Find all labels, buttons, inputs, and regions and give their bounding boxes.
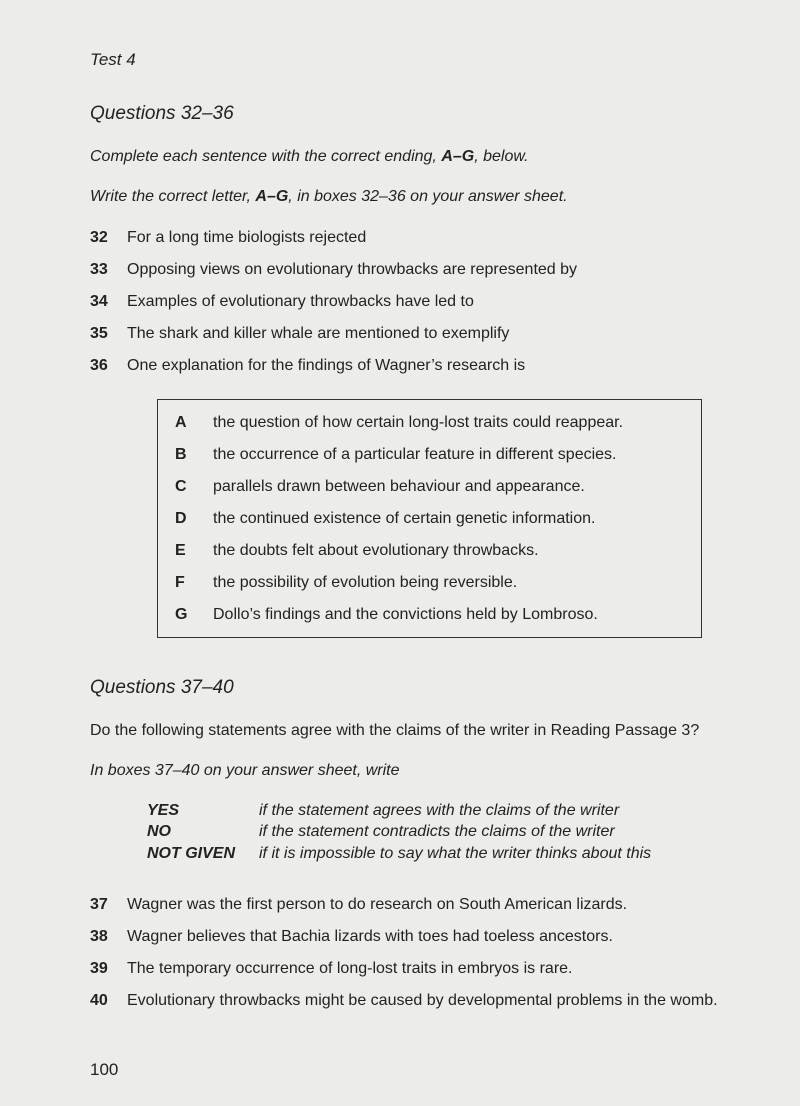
section-title-37-40: Questions 37–40 (90, 677, 234, 698)
option-letter: E (175, 542, 186, 559)
question-number: 38 (90, 928, 108, 945)
question-number: 35 (90, 325, 108, 342)
legend-desc: if it is impossible to say what the writer thinks about this (259, 845, 652, 862)
question-text: Examples of evolutionary throwbacks have led to (127, 293, 474, 310)
question-32 (90, 229, 366, 247)
question-number: 33 (90, 261, 108, 278)
option-text: the continued existence of certain genetic information. (213, 510, 596, 527)
option-letter: A (175, 414, 187, 431)
question-text: Wagner believes that Bachia lizards with toes had toeless ancestors. (127, 928, 613, 945)
legend-yes (147, 802, 619, 820)
question-text: For a long time biologists rejected (127, 229, 367, 246)
legend-not-given (147, 845, 651, 863)
instruction-write: Write the correct letter, A–G, in boxes 32–36 on your answer sheet. (90, 188, 568, 205)
legend-key: NOT GIVEN (147, 845, 236, 862)
option-text: the possibility of evolution being reversible. (213, 574, 518, 591)
option-letter: D (175, 510, 187, 527)
instruction-agree: Do the following statements agree with the claims of the writer in Reading Passage 3? (90, 722, 700, 739)
option-b (175, 446, 616, 464)
option-letter: C (175, 478, 187, 495)
option-g (175, 606, 598, 624)
option-f (175, 574, 517, 592)
question-text: The shark and killer whale are mentioned to exemplify (127, 325, 510, 342)
question-37 (90, 896, 627, 914)
option-letter: B (175, 446, 187, 463)
question-36 (90, 357, 525, 375)
option-letter: F (175, 574, 185, 591)
question-number: 36 (90, 357, 108, 374)
legend-desc: if the statement contradicts the claims of the writer (259, 823, 615, 840)
question-number: 32 (90, 229, 108, 246)
page-number: 100 (90, 1060, 119, 1079)
options-box (157, 399, 702, 638)
question-text: The temporary occurrence of long-lost traits in embryos is rare. (127, 960, 573, 977)
legend-key: NO (147, 823, 171, 840)
option-a (175, 414, 623, 432)
question-38 (90, 928, 613, 946)
legend-key: YES (147, 802, 180, 819)
question-40 (90, 992, 718, 1010)
question-number: 34 (90, 293, 108, 310)
option-letter: G (175, 606, 188, 623)
option-text: the occurrence of a particular feature in different species. (213, 446, 617, 463)
question-number: 40 (90, 992, 108, 1009)
question-text: Wagner was the first person to do research on South American lizards. (127, 896, 628, 913)
question-text: One explanation for the findings of Wagner’s research is (127, 357, 526, 374)
option-text: the question of how certain long-lost traits could reappear. (213, 414, 624, 431)
option-d (175, 510, 595, 528)
page-header: Test 4 (90, 50, 136, 69)
question-39 (90, 960, 573, 978)
question-text: Opposing views on evolutionary throwbacks are represented by (127, 261, 578, 278)
question-34 (90, 293, 474, 311)
option-e (175, 542, 539, 560)
question-text: Evolutionary throwbacks might be caused by developmental problems in the womb. (127, 992, 718, 1009)
question-number: 37 (90, 896, 108, 913)
instruction-complete: Complete each sentence with the correct ending, A–G, below. (90, 148, 529, 165)
question-35 (90, 325, 509, 343)
instruction-boxes: In boxes 37–40 on your answer sheet, write (90, 762, 400, 779)
option-text: the doubts felt about evolutionary throwbacks. (213, 542, 539, 559)
legend-desc: if the statement agrees with the claims of the writer (259, 802, 620, 819)
section-title-32-36: Questions 32–36 (90, 103, 234, 124)
question-number: 39 (90, 960, 108, 977)
option-c (175, 478, 585, 496)
legend-no (147, 823, 615, 841)
option-text: Dollo’s findings and the convictions held by Lombroso. (213, 606, 598, 623)
option-text: parallels drawn between behaviour and appearance. (213, 478, 585, 495)
question-33 (90, 261, 577, 279)
